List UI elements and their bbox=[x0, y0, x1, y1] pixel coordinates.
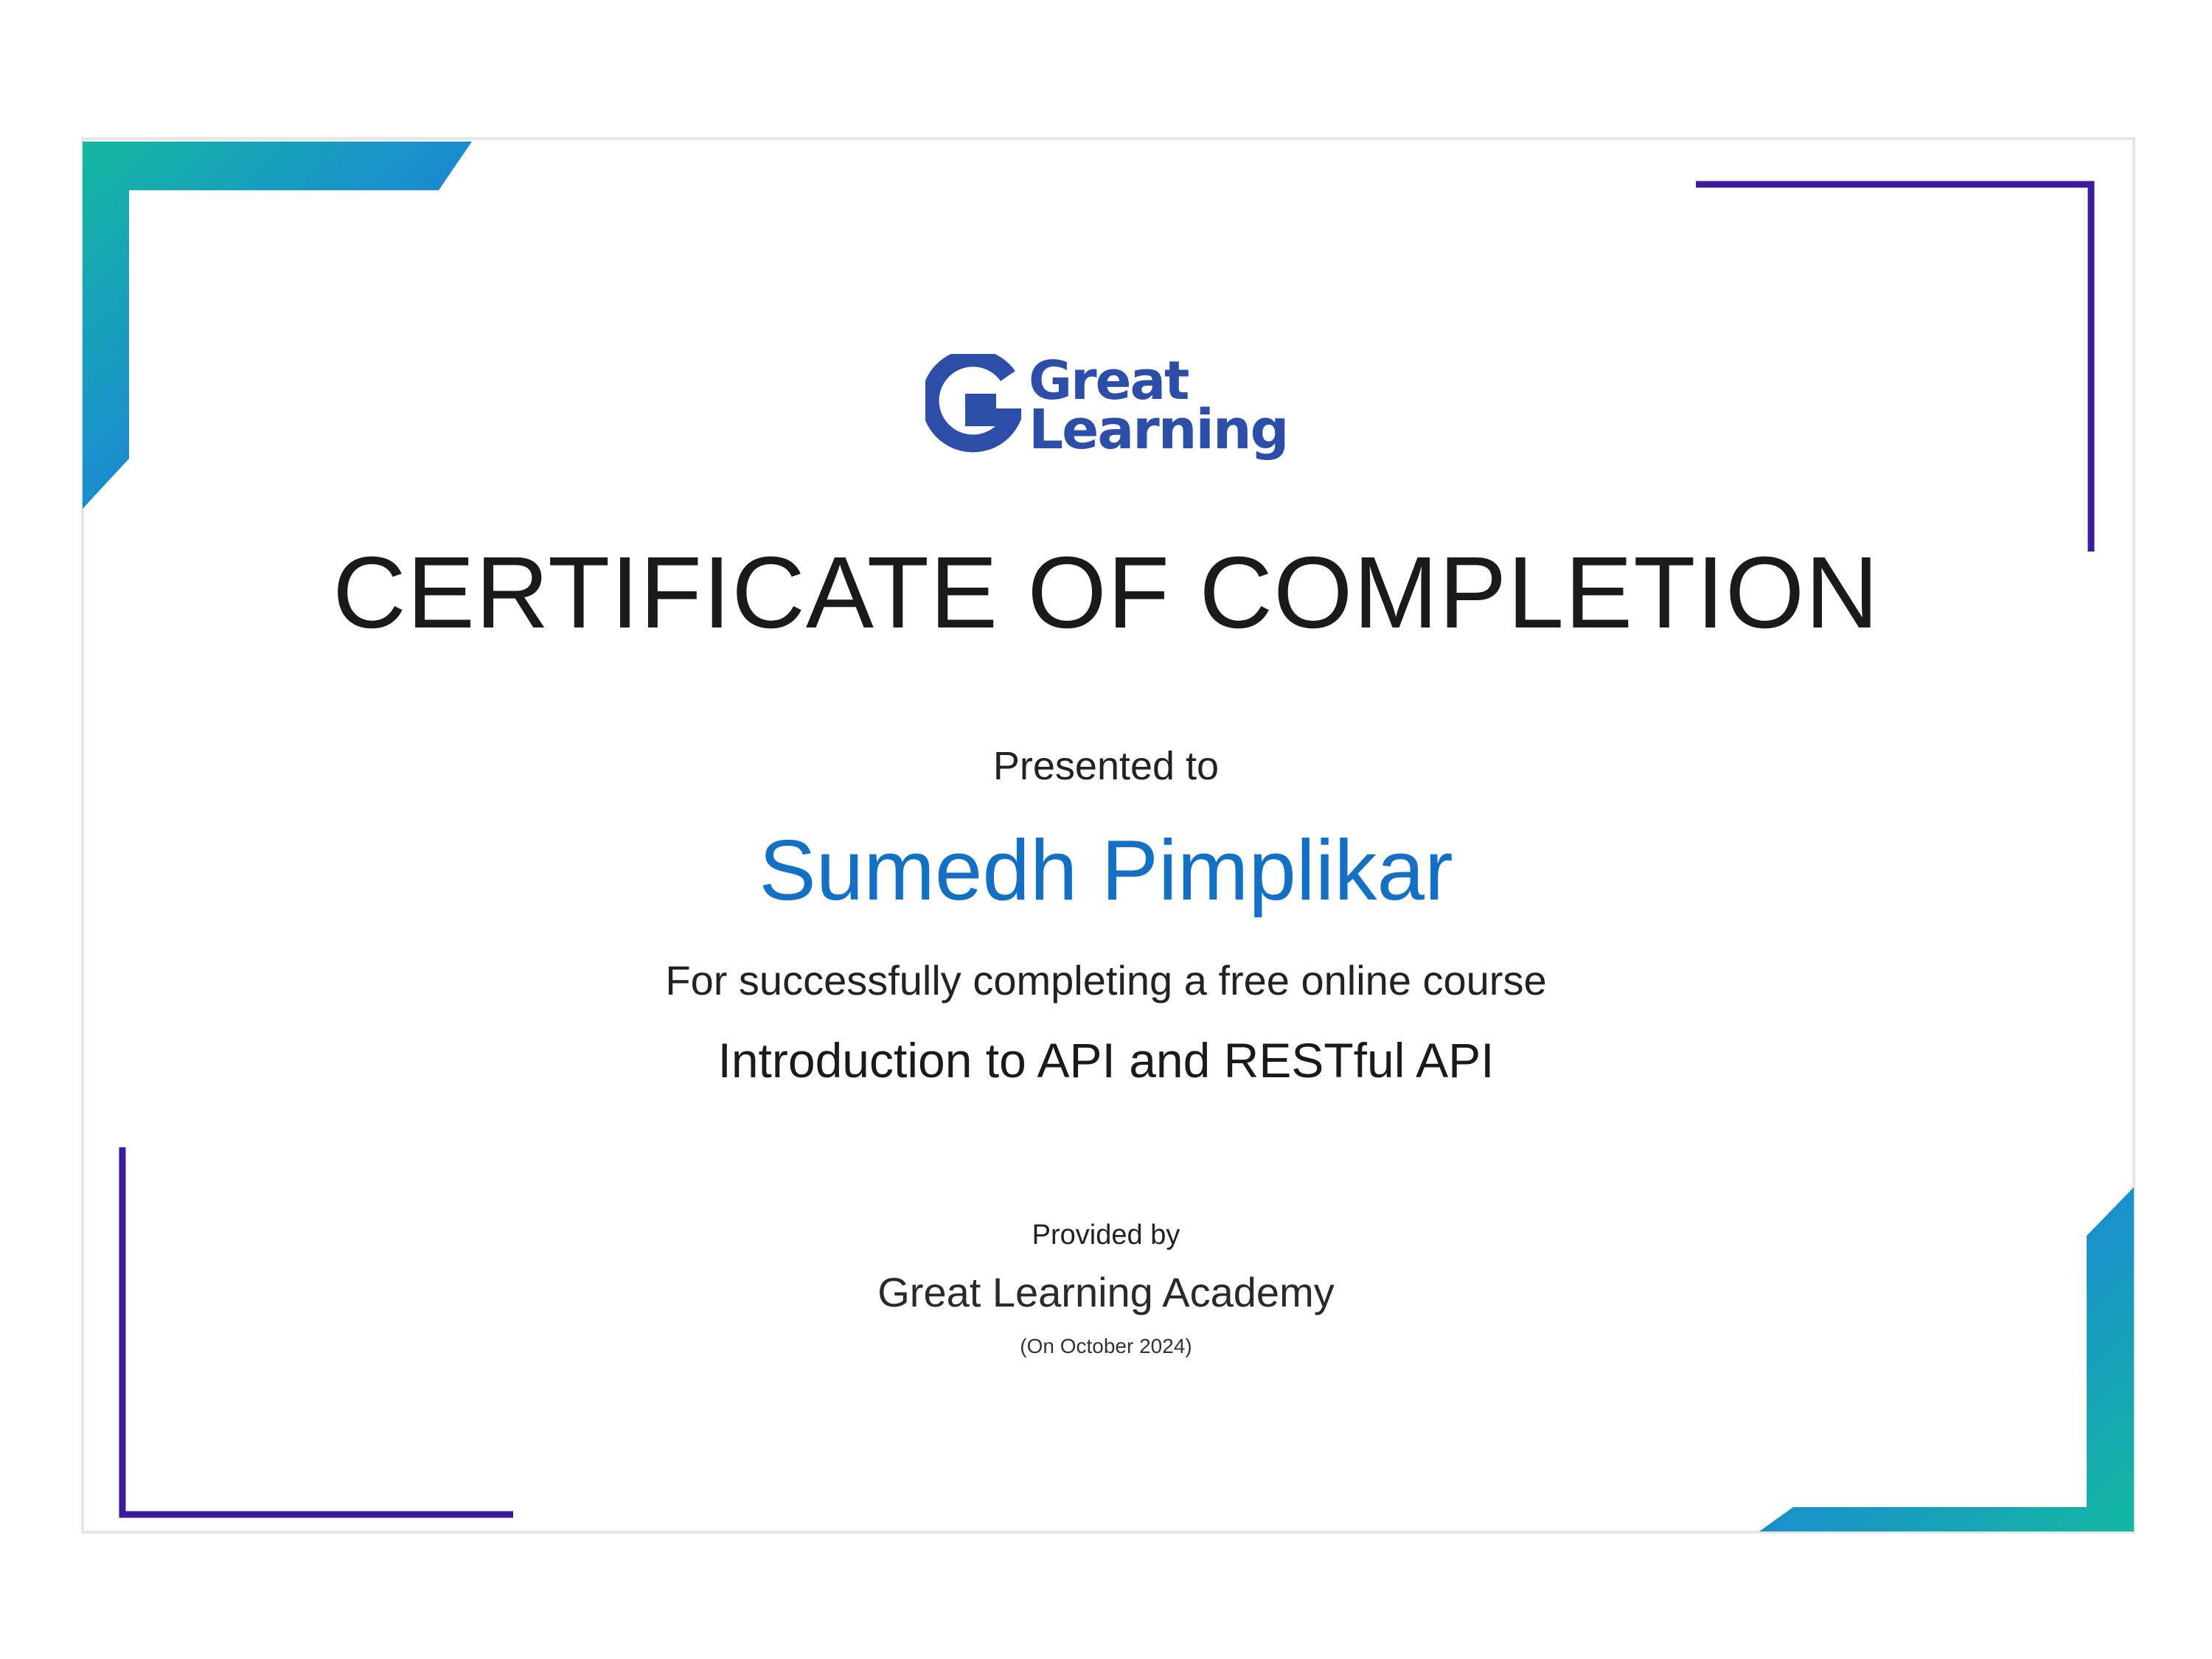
great-learning-logo bbox=[925, 347, 1309, 472]
presented-to-label: Presented to bbox=[992, 744, 1220, 788]
provider-name: Great Learning Academy bbox=[877, 1269, 1335, 1315]
recipient-name: Sumedh Pimplikar bbox=[759, 822, 1453, 918]
certificate-title: CERTIFICATE OF COMPLETION bbox=[333, 536, 1879, 650]
logo-g-icon bbox=[925, 354, 1021, 457]
completion-date: (On October 2024) bbox=[1020, 1335, 1192, 1357]
logo-word-learning: Learning bbox=[1029, 398, 1288, 462]
course-name: Introduction to API and RESTful API bbox=[717, 1033, 1495, 1088]
provided-by-label: Provided by bbox=[1032, 1220, 1180, 1251]
completion-description: For successfully completing a free online course bbox=[665, 957, 1547, 1004]
logo-word-great: Great bbox=[1029, 349, 1189, 411]
